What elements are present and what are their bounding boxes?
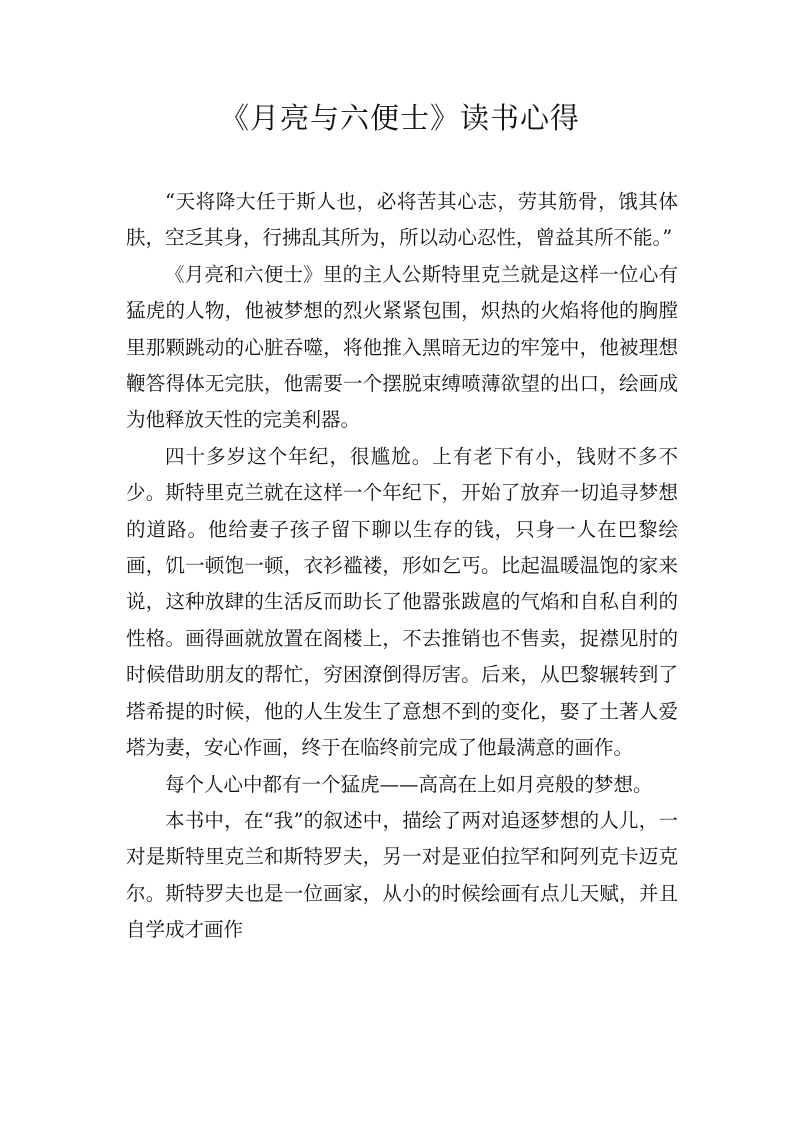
paragraph-life-story: 四十多岁这个年纪，很尴尬。上有老下有小，钱财不多不少。斯特里克兰就在这样一个年纪下，开始了放弃一切追寻梦想的道路。他给妻子孩子留下聊以生存的钱，只身一人在巴黎绘画，饥一顿饱一顿，衣衫褴褛，形如乞丐。比起温暖温饱的家来说，这种放肆的生活反而助长了他嚣张跋扈的气焰和自私自利的性格。画得画就放置在阁楼上，不去推销也不售卖，捉襟见肘的时候借助朋友的帮忙，穷困潦倒得厉害。后来，从巴黎辗转到了塔希提的时候，他的人生发生了意想不到的变化，娶了土著人爱塔为妻，安心作画，终于在临终前完成了他最满意的画作。 — [126, 444, 678, 760]
document-body — [126, 184, 678, 949]
paragraph-protagonist: 《月亮和六便士》里的主人公斯特里克兰就是这样一位心有猛虎的人物，他被梦想的烈火紧紧包围，炽热的火焰将他的胸膛里那颗跳动的心脏吞噬，将他推入黑暗无边的牢笼中，他被理想鞭答得体无完肤，他需要一个摆脱束缚喷薄欲望的出口，绘画成为他释放天性的完美利器。 — [126, 262, 678, 432]
paragraph-tiger: 每个人心中都有一个猛虎——高高在上如月亮般的梦想。 — [165, 772, 653, 796]
document-title: 《月亮与六便士》读书心得 — [219, 101, 580, 135]
paragraph-two-pairs: 本书中，在“我”的叙述中，描绘了两对追逐梦想的人儿，一对是斯特里克兰和斯特罗夫，另一对是亚伯拉罕和阿列克卡迈克尔。斯特罗夫也是一位画家，从小的时候绘画有点儿天赋，并且自学成才画作 — [126, 808, 678, 942]
paragraph-quote: “天将降大任于斯人也，必将苦其心志，劳其筋骨，饿其体肤，空乏其身，行拂乱其所为，所以动心忍性，曾益其所不能。” — [126, 190, 678, 250]
